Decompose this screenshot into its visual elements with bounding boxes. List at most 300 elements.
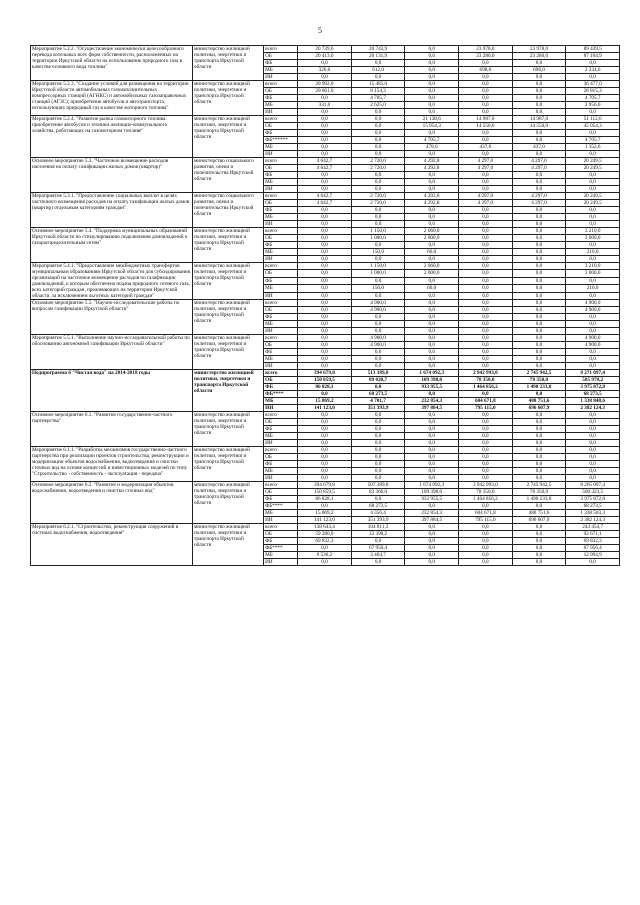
funding-source-cell: МБ: [264, 102, 298, 109]
amount-cell: 0,0: [298, 356, 352, 363]
amount-cell: 698,0: [459, 67, 513, 74]
funding-source-cell: ИИ: [264, 559, 298, 566]
amount-cell: 0,0: [351, 123, 405, 130]
amount-cell: 0,0: [566, 109, 620, 116]
amount-cell: 4 297,0: [512, 200, 566, 207]
amount-cell: 351 393,9: [351, 517, 405, 524]
amount-cell: 0,0: [298, 151, 352, 158]
amount-cell: 0,0: [459, 277, 513, 284]
amount-cell: 0,0: [351, 186, 405, 193]
amount-cell: 51 112,6: [566, 116, 620, 123]
amount-cell: 0,0: [459, 102, 513, 109]
amount-cell: 0,0: [298, 249, 352, 256]
amount-cell: 36 477,0: [566, 81, 620, 88]
funding-source-cell: ОБ: [264, 53, 298, 60]
amount-cell: 0,0: [512, 426, 566, 433]
funding-source-cell: всего: [264, 300, 298, 307]
amount-cell: 232 854,3: [405, 510, 459, 517]
amount-cell: 0,0: [512, 447, 566, 454]
funding-source-cell: ОБ: [264, 342, 298, 349]
amount-cell: 0,0: [405, 60, 459, 67]
amount-cell: 0,0: [459, 524, 513, 531]
amount-cell: 0,0: [512, 60, 566, 67]
amount-cell: 4 297,0: [512, 193, 566, 200]
amount-cell: 0,0: [351, 277, 405, 284]
funding-source-cell: ОБ: [264, 489, 298, 496]
funding-source-cell: ОБ: [264, 235, 298, 242]
amount-cell: 20 249,5: [566, 193, 620, 200]
amount-cell: 0,0: [351, 468, 405, 475]
amount-cell: 0,0: [351, 256, 405, 263]
measure-name: Мероприятие 5.5.1. "Выполнение научно-исследовательской работы по обоснованию автономной газификации Иркутской области": [31, 335, 193, 370]
amount-cell: 0,0: [298, 454, 352, 461]
amount-cell: 0,0: [566, 468, 620, 475]
funding-source-cell: всего: [264, 263, 298, 270]
amount-cell: 0,0: [459, 475, 513, 482]
amount-cell: 0,0: [459, 81, 513, 88]
amount-cell: 0,0: [298, 292, 352, 299]
funding-source-cell: ИИ: [264, 405, 298, 412]
funding-source-cell: всего: [264, 482, 298, 489]
funding-source-cell: МБ: [264, 468, 298, 475]
amount-cell: 0,0: [512, 88, 566, 95]
amount-cell: 2 334,6: [566, 67, 620, 74]
amount-cell: 0,0: [298, 277, 352, 284]
amount-cell: 0,0: [459, 307, 513, 314]
amount-cell: 68 273,5: [566, 391, 620, 398]
amount-cell: 89 020,7: [351, 377, 405, 384]
funding-source-cell: ИИ: [264, 475, 298, 482]
amount-cell: 0,0: [512, 531, 566, 538]
amount-cell: 0,0: [405, 335, 459, 342]
funding-source-cell: всего: [264, 447, 298, 454]
amount-cell: 0,0: [351, 109, 405, 116]
amount-cell: 78 350,0: [512, 377, 566, 384]
amount-cell: 28 815,3: [566, 88, 620, 95]
amount-cell: 20 249,5: [566, 158, 620, 165]
funding-source-cell: ИИ: [264, 328, 298, 335]
amount-cell: 141 123,0: [298, 517, 352, 524]
amount-cell: 78 350,0: [459, 377, 513, 384]
amount-cell: 0,0: [566, 151, 620, 158]
amount-cell: 0,0: [405, 426, 459, 433]
amount-cell: 0,0: [459, 559, 513, 566]
amount-cell: 0,0: [298, 221, 352, 228]
funding-source-cell: ОБ: [264, 531, 298, 538]
amount-cell: 23 978,0: [512, 46, 566, 53]
amount-cell: 0,0: [405, 67, 459, 74]
amount-cell: 0,0: [566, 419, 620, 426]
amount-cell: 150,0: [351, 285, 405, 292]
amount-cell: 507 389,8: [351, 482, 405, 489]
amount-cell: 67 956,4: [351, 545, 405, 552]
amount-cell: 0,0: [459, 447, 513, 454]
amount-cell: 0,0: [512, 137, 566, 144]
amount-cell: 0,0: [512, 503, 566, 510]
amount-cell: 23 280,0: [512, 53, 566, 60]
funding-source-cell: ФБ: [264, 496, 298, 503]
amount-cell: 0,0: [298, 391, 352, 398]
amount-cell: 696 607,9: [512, 517, 566, 524]
table-row: [31, 193, 620, 200]
responsible-executor: министерство жилищной политики, энергетики и транспорта Иркутской области: [193, 46, 264, 81]
funding-source-cell: ОБ: [264, 165, 298, 172]
amount-cell: 0,0: [405, 531, 459, 538]
amount-cell: 0,0: [459, 270, 513, 277]
amount-cell: 0,0: [512, 214, 566, 221]
amount-cell: 232 854,3: [405, 398, 459, 405]
amount-cell: 478,6: [405, 144, 459, 151]
amount-cell: 4 297,0: [512, 158, 566, 165]
amount-cell: 0,0: [351, 328, 405, 335]
amount-cell: 351 393,9: [351, 405, 405, 412]
responsible-executor: министерство социального развития, опеки и попечительства Иркутской области: [193, 158, 264, 193]
amount-cell: 0,0: [566, 559, 620, 566]
funding-source-cell: МБ: [264, 398, 298, 405]
amount-cell: 0,0: [512, 249, 566, 256]
amount-cell: 0,0: [566, 447, 620, 454]
amount-cell: 0,0: [405, 53, 459, 60]
measure-name: Основное мероприятие 5.4. "Поддержка муниципальных образований Иркутской области по стимулированию подключения домовладений к газораспределительным сетям": [31, 228, 193, 263]
amount-cell: 0,0: [298, 314, 352, 321]
amount-cell: 0,0: [298, 468, 352, 475]
funding-source-cell: всего: [264, 370, 298, 377]
amount-cell: 0,0: [566, 172, 620, 179]
amount-cell: 0,0: [298, 440, 352, 447]
amount-cell: 0,0: [351, 207, 405, 214]
amount-cell: 2 956,0: [566, 102, 620, 109]
amount-cell: 0,0: [405, 328, 459, 335]
amount-cell: 0,0: [512, 277, 566, 284]
amount-cell: 0,0: [351, 242, 405, 249]
amount-cell: 60,0: [405, 249, 459, 256]
amount-cell: 2 000,0: [405, 270, 459, 277]
measure-name: Мероприятие 5.2.3. "Создание условий для размещения на территории Иркутской области автомобильных газонаполнительных компрессорных станций (АГНКС) и автомобильных газозаправочных станций (АГЗС); приобретение автобусов и автотранспорта, использующих природный газ в качестве моторного топлива": [31, 81, 193, 116]
funding-source-cell: ОБ: [264, 200, 298, 207]
amount-cell: 0,0: [351, 384, 405, 391]
amount-cell: 20 661,0: [298, 88, 352, 95]
measure-name: Основное мероприятие 5.5. "Научно-исследовательские работы по вопросам газификации Иркутской области": [31, 300, 193, 335]
amount-cell: 0,0: [298, 263, 352, 270]
amount-cell: 0,0: [405, 256, 459, 263]
amount-cell: 0,0: [459, 151, 513, 158]
amount-cell: 1 338 503,3: [566, 510, 620, 517]
amount-cell: 0,0: [512, 221, 566, 228]
measure-name: Основное мероприятие 5.3. "Частичное возмещение расходов населения на оплату газификации жилых домов (квартир)": [31, 158, 193, 193]
amount-cell: 2 382 124,3: [566, 517, 620, 524]
amount-cell: 0,0: [405, 342, 459, 349]
funding-source-cell: всего: [264, 81, 298, 88]
funding-source-cell: ФБ****: [264, 545, 298, 552]
amount-cell: 0,0: [351, 475, 405, 482]
amount-cell: 0,0: [405, 503, 459, 510]
amount-cell: 604 671,8: [459, 510, 513, 517]
amount-cell: 0,0: [459, 503, 513, 510]
funding-source-cell: ФБ: [264, 207, 298, 214]
funding-source-cell: МБ: [264, 552, 298, 559]
amount-cell: 1 338 848,6: [566, 398, 620, 405]
amount-cell: 0,0: [298, 349, 352, 356]
amount-cell: 0,0: [512, 102, 566, 109]
amount-cell: 0,0: [298, 256, 352, 263]
amount-cell: 0,0: [298, 144, 352, 151]
amount-cell: 0,0: [459, 538, 513, 545]
amount-cell: 0,0: [566, 426, 620, 433]
amount-cell: 59 280,9: [298, 531, 352, 538]
amount-cell: 0,0: [512, 552, 566, 559]
amount-cell: 0,0: [351, 74, 405, 81]
amount-cell: 0,0: [405, 538, 459, 545]
amount-cell: 0,0: [405, 242, 459, 249]
amount-cell: 21 138,6: [405, 116, 459, 123]
amount-cell: 4 900,0: [351, 300, 405, 307]
amount-cell: 0,0: [512, 538, 566, 545]
amount-cell: 0,0: [512, 151, 566, 158]
amount-cell: 0,0: [459, 363, 513, 370]
amount-cell: 0,0: [459, 249, 513, 256]
amount-cell: 4 292,8: [405, 165, 459, 172]
amount-cell: 0,0: [405, 454, 459, 461]
amount-cell: 0,0: [298, 363, 352, 370]
amount-cell: 500 323,5: [566, 489, 620, 496]
amount-cell: 795 115,0: [459, 405, 513, 412]
amount-cell: 109 398,0: [405, 377, 459, 384]
responsible-executor: министерство жилищной политики, энергетики и транспорта Иркутской области: [193, 370, 264, 412]
amount-cell: 0,0: [298, 172, 352, 179]
amount-cell: 0,0: [298, 342, 352, 349]
amount-cell: 0,0: [459, 356, 513, 363]
amount-cell: 0,0: [351, 60, 405, 67]
amount-cell: 480 751,6: [512, 510, 566, 517]
amount-cell: 698,0: [512, 67, 566, 74]
amount-cell: 69 832,3: [298, 538, 352, 545]
amount-cell: 0,0: [566, 74, 620, 81]
amount-cell: 1 150,0: [351, 263, 405, 270]
amount-cell: 0,0: [351, 137, 405, 144]
amount-cell: 78 350,0: [512, 489, 566, 496]
amount-cell: 20 992,0: [298, 81, 352, 88]
amount-cell: 150,0: [351, 249, 405, 256]
amount-cell: 505 978,2: [566, 377, 620, 384]
amount-cell: 0,0: [298, 412, 352, 419]
amount-cell: 0,0: [351, 214, 405, 221]
amount-cell: 1 490 233,0: [512, 384, 566, 391]
amount-cell: 0,0: [512, 74, 566, 81]
amount-cell: 0,0: [351, 321, 405, 328]
amount-cell: 20 739,6: [298, 46, 352, 53]
amount-cell: 4 642,7: [298, 193, 352, 200]
amount-cell: 4 705,7: [566, 137, 620, 144]
amount-cell: 0,0: [459, 412, 513, 419]
amount-cell: 14 550,0: [512, 123, 566, 130]
amount-cell: 696 607,9: [512, 405, 566, 412]
amount-cell: 1 674 092,3: [405, 370, 459, 377]
page-number: 5: [318, 26, 322, 35]
responsible-executor: министерство жилищной политики, энергетики и транспорта Иркутской области: [193, 412, 264, 447]
amount-cell: 480 751,6: [512, 398, 566, 405]
amount-cell: 0,0: [512, 335, 566, 342]
amount-cell: 0,0: [405, 74, 459, 81]
amount-cell: 0,0: [566, 179, 620, 186]
funding-source-cell: ФБ: [264, 314, 298, 321]
funding-source-cell: МБ: [264, 510, 298, 517]
table-row: [31, 335, 620, 342]
amount-cell: 0,0: [459, 454, 513, 461]
amount-cell: 0,0: [405, 179, 459, 186]
funding-source-cell: всего: [264, 335, 298, 342]
amount-cell: 15 869,2: [298, 510, 352, 517]
funding-source-cell: всего: [264, 158, 298, 165]
funding-source-cell: МБ: [264, 144, 298, 151]
amount-cell: 0,0: [512, 412, 566, 419]
amount-cell: 0,0: [298, 300, 352, 307]
amount-cell: 4 705,7: [351, 95, 405, 102]
amount-cell: 0,0: [351, 426, 405, 433]
amount-cell: 0,0: [351, 356, 405, 363]
amount-cell: 4 900,0: [566, 342, 620, 349]
amount-cell: 0,0: [405, 412, 459, 419]
amount-cell: 4 292,8: [405, 200, 459, 207]
amount-cell: 0,0: [512, 235, 566, 242]
measure-name: Мероприятие 5.3.1. "Предоставление социальных выплат в целях частичного возмещения расходов на оплату газификации жилых домов (квартир) отдельным категориям граждан": [31, 193, 193, 228]
amount-cell: 8 265 097,4: [566, 482, 620, 489]
amount-cell: 0,0: [512, 285, 566, 292]
amount-cell: 0,0: [405, 314, 459, 321]
amount-cell: 0,0: [512, 321, 566, 328]
amount-cell: 0,0: [566, 363, 620, 370]
amount-cell: 0,0: [512, 363, 566, 370]
amount-cell: 0,0: [512, 186, 566, 193]
budget-table: [30, 45, 620, 566]
amount-cell: 0,0: [459, 235, 513, 242]
amount-cell: 0,0: [459, 468, 513, 475]
amount-cell: 0,0: [512, 207, 566, 214]
amount-cell: 0,0: [512, 109, 566, 116]
amount-cell: 0,0: [351, 496, 405, 503]
funding-source-cell: всего: [264, 228, 298, 235]
amount-cell: 0,0: [459, 179, 513, 186]
amount-cell: 4 642,7: [298, 200, 352, 207]
amount-cell: 0,0: [298, 335, 352, 342]
amount-cell: 394 679,8: [298, 482, 352, 489]
amount-cell: 0,0: [405, 475, 459, 482]
amount-cell: 0,0: [566, 454, 620, 461]
amount-cell: 0,0: [298, 461, 352, 468]
amount-cell: 0,0: [405, 307, 459, 314]
amount-cell: 4 297,0: [459, 165, 513, 172]
amount-cell: 0,0: [566, 440, 620, 447]
amount-cell: 0,0: [405, 552, 459, 559]
responsible-executor: министерство жилищной политики, энергетики и транспорта Иркутской области: [193, 81, 264, 116]
funding-source-cell: ФБ****: [264, 503, 298, 510]
amount-cell: 20 131,9: [351, 53, 405, 60]
measure-name: Мероприятие 5.4.1. "Предоставление межбюджетных трансфертов муниципальным образованиям Иркутской области для субсидирования организаций на частичное возмещение расходов по газификации домовладений, к которым обеспечена подача природного сетевого газа, всех категорий граждан, проживающих на территории Иркутской области, за исключением льготных категорий граждан": [31, 263, 193, 300]
measure-name: Мероприятие 6.1.1. "Разработка механизмов государственно-частного партнерства при реализации проектов строительства, реконструкции и модернизации объектов водоснабжения, водоотведения и очистки сточных вод на основе концессий и инвестиционных моделей по типу "Строительство - собственность - эксплуатация - передача": [31, 447, 193, 482]
amount-cell: 0,0: [351, 419, 405, 426]
amount-cell: 0,0: [459, 545, 513, 552]
amount-cell: 933 955,5: [405, 496, 459, 503]
amount-cell: 0,0: [405, 363, 459, 370]
amount-cell: 0,0: [298, 545, 352, 552]
amount-cell: 0,0: [566, 60, 620, 67]
amount-cell: 20 249,5: [566, 165, 620, 172]
amount-cell: 0,0: [298, 116, 352, 123]
table-row: [31, 116, 620, 123]
amount-cell: 0,0: [405, 186, 459, 193]
amount-cell: 604 671,8: [459, 398, 513, 405]
amount-cell: 0,0: [351, 292, 405, 299]
amount-cell: 0,0: [512, 419, 566, 426]
amount-cell: 0,0: [566, 321, 620, 328]
amount-cell: 0,0: [405, 356, 459, 363]
amount-cell: 2 745 942,5: [512, 482, 566, 489]
amount-cell: 0,0: [512, 300, 566, 307]
responsible-executor: министерство жилищной политики, энергетики и транспорта Иркутской области: [193, 263, 264, 300]
amount-cell: 3 210,0: [566, 228, 620, 235]
table-row: [31, 482, 620, 489]
funding-source-cell: МБ: [264, 67, 298, 74]
amount-cell: 0,0: [566, 433, 620, 440]
amount-cell: 8 271 097,4: [566, 370, 620, 377]
amount-cell: 0,0: [512, 292, 566, 299]
amount-cell: 0,0: [459, 552, 513, 559]
amount-cell: 0,0: [566, 214, 620, 221]
amount-cell: 0,0: [298, 95, 352, 102]
amount-cell: 4 705,7: [566, 95, 620, 102]
responsible-executor: министерство жилищной политики, энергетики и транспорта Иркутской области: [193, 524, 264, 566]
amount-cell: 0,0: [459, 172, 513, 179]
amount-cell: 0,0: [459, 342, 513, 349]
amount-cell: 89 439,5: [566, 46, 620, 53]
amount-cell: 20 249,5: [566, 200, 620, 207]
amount-cell: 0,0: [298, 179, 352, 186]
amount-cell: 0,0: [512, 172, 566, 179]
amount-cell: 0,0: [405, 391, 459, 398]
amount-cell: 0,0: [566, 461, 620, 468]
funding-source-cell: ИИ: [264, 151, 298, 158]
amount-cell: 0,0: [512, 130, 566, 137]
amount-cell: 0,0: [298, 214, 352, 221]
funding-source-cell: ФБ: [264, 538, 298, 545]
amount-cell: 0,0: [405, 172, 459, 179]
funding-source-cell: ФБ: [264, 60, 298, 67]
amount-cell: 0,0: [459, 328, 513, 335]
amount-cell: 0,0: [351, 412, 405, 419]
amount-cell: 0,0: [512, 454, 566, 461]
amount-cell: 0,0: [298, 60, 352, 67]
amount-cell: 0,0: [459, 426, 513, 433]
amount-cell: 33 390,2: [351, 531, 405, 538]
amount-cell: 0,0: [512, 256, 566, 263]
funding-source-cell: ИИ: [264, 440, 298, 447]
amount-cell: 0,0: [405, 151, 459, 158]
budget-table-body: [31, 46, 620, 566]
measure-name: Основное мероприятие 6.2. "Развитие и модернизация объектов водоснабжения, водоотведения и очистки сточных вод": [31, 482, 193, 524]
amount-cell: 0,0: [405, 321, 459, 328]
amount-cell: 1 490 233,0: [512, 496, 566, 503]
amount-cell: 0,0: [405, 221, 459, 228]
amount-cell: 0,0: [298, 433, 352, 440]
amount-cell: 2 720,0: [351, 158, 405, 165]
amount-cell: 2 000,0: [405, 235, 459, 242]
amount-cell: 0,0: [351, 116, 405, 123]
amount-cell: 0,0: [405, 207, 459, 214]
amount-cell: 0,0: [512, 440, 566, 447]
amount-cell: 0,0: [459, 321, 513, 328]
amount-cell: 83 366,0: [351, 489, 405, 496]
amount-cell: 0,0: [566, 314, 620, 321]
amount-cell: 0,0: [566, 221, 620, 228]
